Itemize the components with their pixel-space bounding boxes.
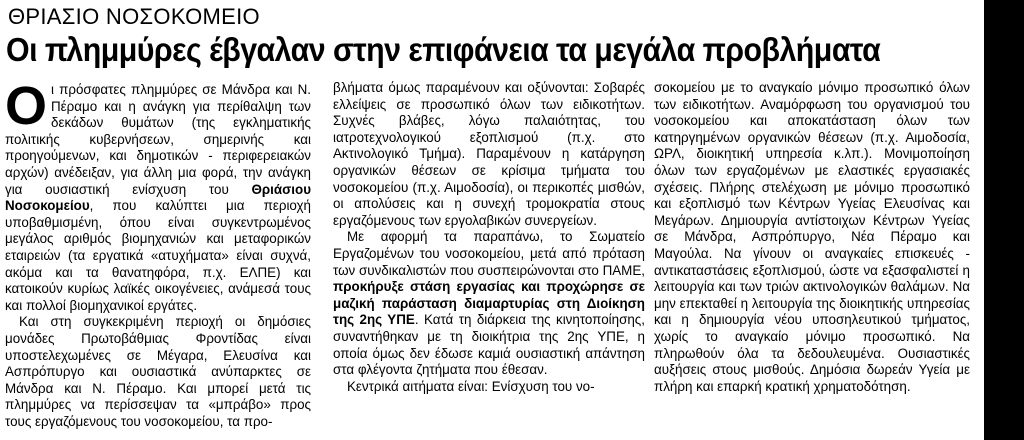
article-headline: Οι πλημμύρες έβγαλαν στην επιφάνεια τα μεγάλα προβλήματα xyxy=(6,31,881,68)
paragraph-2: Και στη συγκεκριμένη περιοχή οι δημόσιες μονάδες Πρωτοβάθμιας Φροντίδας είναι υποστελεχωμένες σε Μέγαρα, Ελευσίνα και Ασπρόπυργο και ουσιαστικά ανύπαρκτες σε Μάνδρα και Ν. Πέραμο. Και μπορεί μετά τις πλημμύρες να περίσσεψαν τα «μπράβο» προς τους εργαζόμενους του νοσοκομείου, τα προ- xyxy=(5,314,311,429)
paragraph-4-bold: προκήρυξε στάση εργασίας και προχώρησε σε μαζική παράσταση διαμαρτυρίας στη Διοίκηση της 2ης ΥΠΕ xyxy=(333,279,645,328)
article-column-1 xyxy=(5,76,311,430)
paragraph-5: Κεντρικά αιτήματα είναι: Ενίσχυση του νο- xyxy=(347,378,595,394)
paragraph-1-bold: Θριάσιου Νοσοκομείου xyxy=(5,181,311,214)
article-column-2 xyxy=(333,80,645,395)
paragraph-4-text-a: Με αφορμή τα παραπάνω, το Σωματείο Εργαζομένων του νοσοκομείου, μετά από πρόταση των συνδικαλιστών που συσπειρώνονται στο ΠΑΜΕ, xyxy=(333,229,645,278)
article-column-3 xyxy=(654,80,970,395)
paragraph-4 xyxy=(333,229,645,378)
paragraph-1-text-b: , που καλύπτει μια περιοχή υποβαθμισμένη, όπου είναι συγκεντρωμένος μεγάλος αριθμός βιομηχανιών και μεταφορικών εταιρειών (τα εργατικά «ατυχήματα» είναι συχνά, ακόμα και τα θανατηφόρα, π.χ. ΕΛΠΕ) και κατοικούν κυρίως λαϊκές οικογένειες, ανάμεσά τους και πολλοί βιομηχανικοί εργάτες. xyxy=(5,198,311,313)
section-kicker: ΘΡΙΑΣΙΟ ΝΟΣΟΚΟΜΕΙΟ xyxy=(8,4,260,29)
paragraph-6: σοκομείου με το αναγκαίο μόνιμο προσωπικό όλων των ειδικοτήτων. Αναμόρφωση του οργανισμού του νοσοκομείου και αποκατάσταση όλων των κατηργημένων οργανικών θέσεων (π.χ. Αιμοδοσία, ΩΡΛ, διοικητική υπηρεσία κ.λπ.). Μονιμοποίηση όλων των εργαζομένων με ελαστικές εργασιακές σχέσεις. Πλήρης στελέχωση με μόνιμο προσωπικό και εξοπλισμό των Κέντρων Υγείας Ελευσίνας και Μεγάρων. Δημιουργία αντίστοιχων Κέντρων Υγείας σε Μάνδρα, Ασπρόπυργο, Νέα Πέραμο και Μαγούλα. Να γίνουν οι αναγκαίες επισκευές - αντικαταστάσεις εξοπλισμού, ώστε να εξασφαλιστεί η λειτουργία και των τριών ακτινολογικών θαλάμων. Να μην επεκταθεί η λειτουργία της διοικητικής υπηρεσίας και η δημιουργία νέου υποσηλευτικού τμήματος, χωρίς το αναγκαίο μόνιμο προσωπικό. Να πληρωθούν όλα τα δεδουλευμένα. Ουσιαστικές αυξήσεις στους μισθούς. Δημόσια δωρεάν Υγεία με πλήρη και επαρκή κρατική χρηματοδότηση. xyxy=(654,80,970,394)
paragraph-4-text-b: . Κατά τη διάρκεια της κινητοποίησης, συναντήθηκαν με τη διοικήτρια της 2ης ΥΠΕ, η οποία όμως δεν έδωσε καμιά ουσιαστική απάντηση στα φλέγοντα ζητήματα που έθεσαν. xyxy=(333,312,645,378)
paragraph-1 xyxy=(5,76,311,314)
dropcap: Ο xyxy=(5,76,48,136)
paragraph-3: βλήματα όμως παραμένουν και οξύνονται: Σοβαρές ελλείψεις σε προσωπικό όλων των ειδικοτήτων. Συχνές βλάβες, λόγω παλαιότητας, του ιατροτεχνολογικού εξοπλισμού (π.χ. στο Ακτινολογικό Τμήμα). Παραμένουν η κατάργηση οργανικών θέσεων σε κρίσιμα τμήματα του νοσοκομείου (π.χ. Αιμοδοσία), οι περικοπές μισθών, οι απολύσεις και η συνεχή τρομοκρατία στους εργαζόμενους των εργολαβικών συνεργείων. xyxy=(333,80,645,228)
paragraph-1-text-a: ι πρόσφατες πλημμύρες σε Μάνδρα και Ν. Πέραμο και η ανάγκη για περίθαλψη των δεκάδων θυμάτων (της εγκληματικής πολιτικής κυβερνήσεων, σημερινής και προηγούμενων, και δημοτικών - περιφερειακών αρχών) ανέδειξαν, για άλλη μια φορά, την ανάγκη για ουσιαστική ενίσχυση του xyxy=(5,82,311,197)
page-edge-bar xyxy=(984,0,1024,440)
